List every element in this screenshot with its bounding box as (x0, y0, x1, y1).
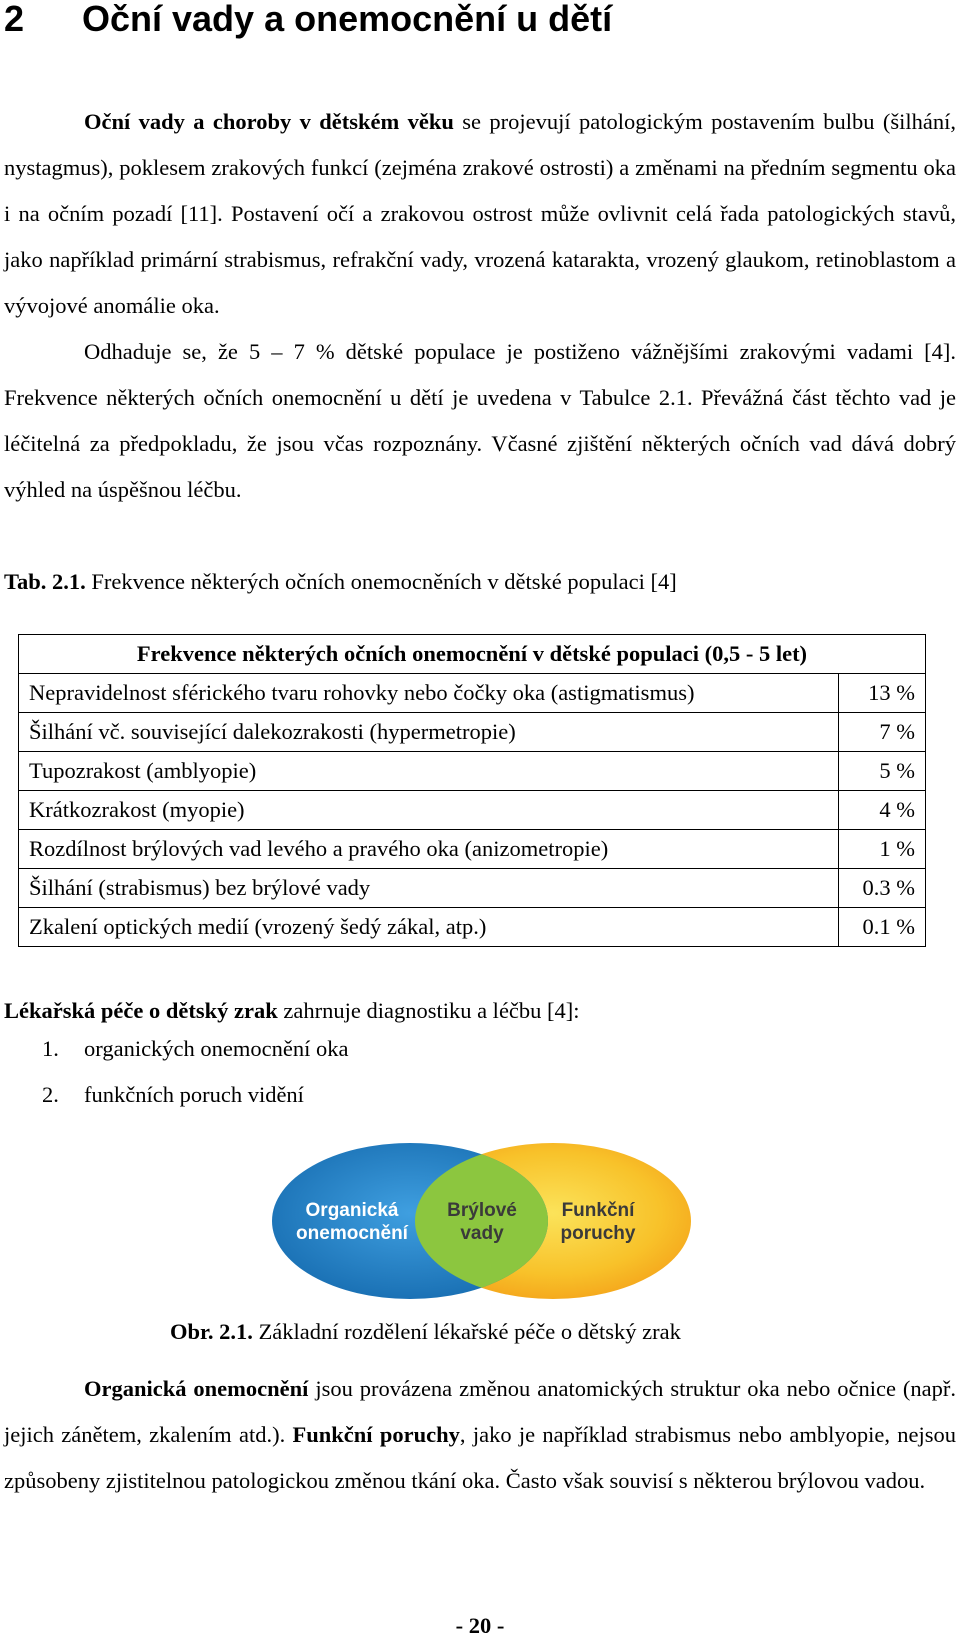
row-label: Nepravidelnost sférického tvaru rohovky nebo čočky oka (astigmatismus) (19, 674, 839, 713)
figure-caption-text: Základní rozdělení lékařské péče o dětský zrak (252, 1319, 681, 1344)
list-item (42, 1036, 349, 1062)
chapter-title: Oční vady a onemocnění u dětí (82, 0, 613, 39)
row-label: Šilhání (strabismus) bez brýlové vady (19, 869, 839, 908)
table-row (19, 791, 926, 830)
list-text: funkčních poruch vidění (84, 1082, 304, 1107)
closing-bold-1: Organická onemocnění (84, 1376, 309, 1401)
figure-caption-label: Obr. 2.1. (170, 1319, 253, 1344)
right-label-line2: poruchy (560, 1223, 636, 1244)
row-label: Tupozrakost (amblyopie) (19, 752, 839, 791)
table-caption (4, 562, 677, 602)
list-number: 2. (42, 1082, 59, 1107)
intro-section (4, 99, 956, 513)
middle-label-line2: vady (460, 1223, 504, 1244)
left-label-line2: onemocnění (296, 1223, 408, 1244)
row-value: 5 % (839, 752, 926, 791)
chapter-number: 2 (4, 0, 25, 39)
row-value: 13 % (839, 674, 926, 713)
row-label: Krátkozrakost (myopie) (19, 791, 839, 830)
row-value: 4 % (839, 791, 926, 830)
table-row (19, 674, 926, 713)
page-number: - 20 - (455, 1613, 505, 1638)
row-label: Zkalení optických medií (vrozený šedý zákal, atp.) (19, 908, 839, 947)
table-row (19, 908, 926, 947)
venn-diagram (268, 1142, 692, 1300)
intro-bold-term: Oční vady a choroby v dětském věku (84, 109, 454, 134)
closing-section (4, 1366, 956, 1504)
right-label-line1: Funkční (561, 1200, 635, 1221)
intro-paragraph-1 (4, 99, 956, 329)
table-row (19, 830, 926, 869)
care-intro (4, 991, 580, 1031)
closing-bold-2: Funkční poruchy (292, 1422, 460, 1447)
table-header-row (19, 635, 926, 674)
intro-paragraph-2 (4, 329, 956, 513)
table-row (19, 713, 926, 752)
intro-text-1: se projevují patologickým postavením bulbu (šilhání, nystagmus), poklesem zrakových funkcí (zejména zrakové ostrosti) a změnami na předním segmentu oka i na očním pozadí [11]. Postavení očí a zrakovou ostrost může ovlivnit celá řada patologických stavů, jako například primární strabismus, refrakční vady, vrozená katarakta, vrozený glaukom, retinoblastom a vývojové anomálie oka. (4, 109, 956, 318)
row-label: Šilhání vč. související dalekozrakosti (hypermetropie) (19, 713, 839, 752)
row-value: 7 % (839, 713, 926, 752)
closing-paragraph (4, 1366, 956, 1504)
care-text: zahrnuje diagnostiku a léčbu [4]: (277, 998, 580, 1023)
table-header-cell: Frekvence některých očních onemocnění v dětské populaci (0,5 - 5 let) (19, 635, 926, 674)
table-caption-text: Frekvence některých očních onemocněních v dětské populaci [4] (85, 569, 677, 594)
table-row (19, 752, 926, 791)
row-value: 0.1 % (839, 908, 926, 947)
table-caption-label: Tab. 2.1. (4, 569, 86, 594)
table-row (19, 869, 926, 908)
care-bold-term: Lékařská péče o dětský zrak (4, 998, 278, 1023)
list-number: 1. (42, 1036, 59, 1061)
figure-caption (170, 1312, 681, 1352)
list-text: organických onemocnění oka (84, 1036, 349, 1061)
row-value: 0.3 % (839, 869, 926, 908)
closing-text-2: , jako je například strabismus nebo amblyopie, nejsou způsobeny zjistitelnou patologickou změnou tkání oka. Často však souvisí s některou brýlovou vadou. (4, 1422, 956, 1493)
closing-text-1: jsou provázena změnou anatomických struktur oka nebo očnice (např. jejich zánětem, zkalením atd.). (4, 1376, 956, 1447)
intro-text-2: Odhaduje se, že 5 – 7 % dětské populace je postiženo vážnějšími zrakovými vadami [4]. Frekvence některých očních onemocnění u dětí je uvedena v Tabulce 2.1. Převážná část těchto vad je léčitelná za předpokladu, že jsou včas rozpoznány. Včasné zjištění některých očních vad dává dobrý výhled na úspěšnou léčbu. (4, 339, 956, 502)
chapter-heading (4, 0, 612, 40)
row-value: 1 % (839, 830, 926, 869)
middle-label-line1: Brýlové (447, 1200, 517, 1221)
row-label: Rozdílnost brýlových vad levého a pravého oka (anizometropie) (19, 830, 839, 869)
frequency-table (18, 634, 926, 947)
list-item (42, 1082, 304, 1108)
left-label-line1: Organická (305, 1200, 399, 1221)
